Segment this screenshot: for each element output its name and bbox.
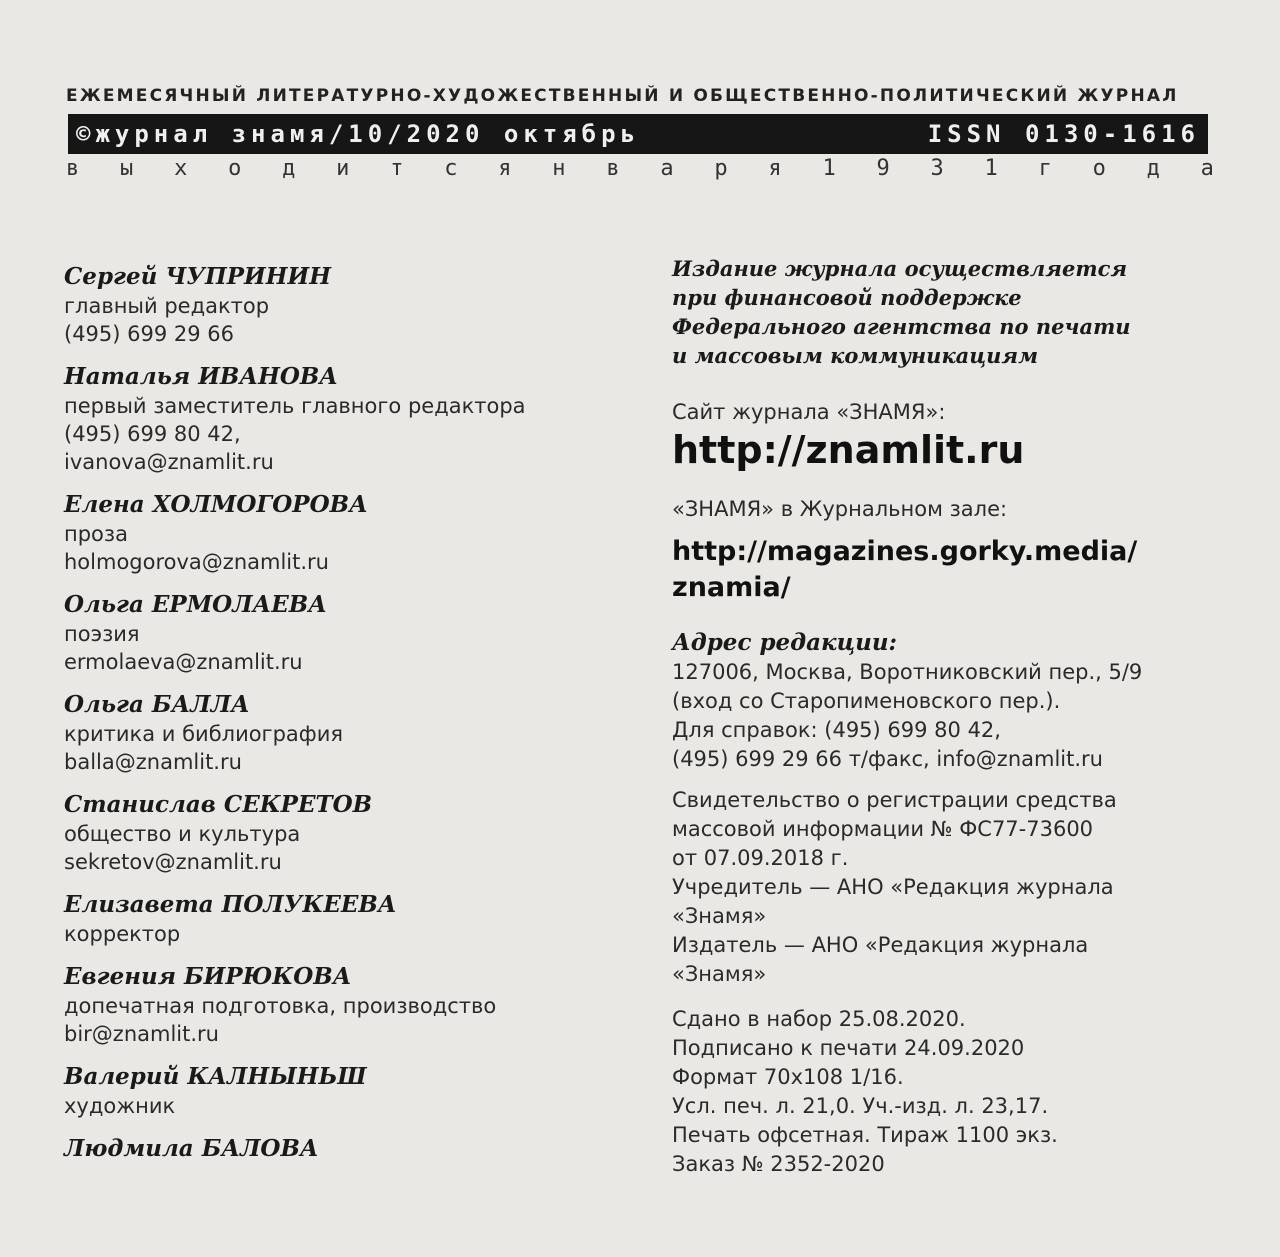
- registration-line: «Знамя»: [672, 962, 767, 986]
- staff-name: Евгения БИРЮКОВА: [64, 963, 352, 990]
- staff-name: Валерий КАЛНЫНЬШ: [64, 1063, 367, 1090]
- staff-member: [64, 690, 624, 776]
- staff-detail: допечатная подготовка, производство: [64, 994, 497, 1018]
- support-line: при финансовой поддержке: [672, 285, 1022, 310]
- staff-detail: главный редактор: [64, 294, 270, 318]
- print-line: Сдано в набор 25.08.2020.: [672, 1007, 966, 1031]
- masthead-since-letter: а: [1200, 156, 1214, 181]
- support-line: Издание журнала осуществляется: [672, 256, 1128, 281]
- staff-name: Ольга ЕРМОЛАЕВА: [64, 591, 327, 618]
- staff-detail: первый заместитель главного редактора: [64, 394, 526, 418]
- address-title: Адрес редакции:: [672, 629, 898, 656]
- zal-url-line[interactable]: znamia/: [672, 572, 791, 603]
- masthead-since-letter: 9: [876, 156, 890, 181]
- site-url-link[interactable]: http://znamlit.ru: [672, 428, 1025, 472]
- staff-email-link[interactable]: bir@znamlit.ru: [64, 1022, 219, 1046]
- address-lines: [672, 658, 1232, 774]
- staff-member: [64, 790, 624, 876]
- staff-name: Елизавета ПОЛУКЕЕВА: [64, 891, 397, 918]
- staff-name: Людмила БАЛОВА: [64, 1135, 319, 1162]
- masthead-since-letter: 1: [984, 156, 998, 181]
- staff-member: [64, 490, 624, 576]
- staff-member: [64, 1134, 624, 1164]
- staff-member: [64, 362, 624, 476]
- print-line: Печать офсетная. Тираж 1100 экз.: [672, 1123, 1058, 1147]
- masthead-since-letter: д: [1146, 156, 1160, 181]
- staff-detail: (495) 699 29 66: [64, 322, 235, 346]
- staff-detail: корректор: [64, 922, 181, 946]
- masthead-since-letter: о: [1092, 156, 1106, 181]
- staff-email-link[interactable]: sekretov@znamlit.ru: [64, 850, 282, 874]
- staff-detail: поэзия: [64, 622, 140, 646]
- print-line: Подписано к печати 24.09.2020: [672, 1036, 1025, 1060]
- staff-detail: (495) 699 80 42,: [64, 422, 241, 446]
- print-line: Заказ № 2352-2020: [672, 1152, 885, 1176]
- masthead-since-letter: х: [174, 156, 188, 181]
- registration-line: Издатель — АНО «Редакция журнала: [672, 933, 1089, 957]
- registration-line: от 07.09.2018 г.: [672, 846, 849, 870]
- staff-email-link[interactable]: ermolaeva@znamlit.ru: [64, 650, 303, 674]
- staff-detail: общество и культура: [64, 822, 301, 846]
- masthead-since-letter: г: [1038, 156, 1052, 181]
- staff-name: Сергей ЧУПРИНИН: [64, 263, 331, 290]
- staff-email-link[interactable]: holmogorova@znamlit.ru: [64, 550, 329, 574]
- masthead-issn: ISSN 0130-1616: [927, 120, 1200, 148]
- address-line: (495) 699 29 66 т/факс, info@znamlit.ru: [672, 747, 1103, 771]
- masthead-since-letter: я: [768, 156, 782, 181]
- staff-detail: художник: [64, 1094, 176, 1118]
- zal-label: «ЗНАМЯ» в Журнальном зале:: [672, 497, 1008, 521]
- staff-member: [64, 1062, 624, 1120]
- address-block: [672, 628, 1232, 774]
- masthead-issue: ©журнал знамя/10/2020 октябрь: [76, 120, 641, 148]
- masthead-since-letter: о: [228, 156, 242, 181]
- staff-member: [64, 590, 624, 676]
- staff-name: Станислав СЕКРЕТОВ: [64, 791, 373, 818]
- masthead-since-letter: в: [66, 156, 80, 181]
- masthead-since-letter: 1: [822, 156, 836, 181]
- site-block: [672, 398, 1232, 473]
- address-line: (вход со Старопименовского пер.).: [672, 689, 1061, 713]
- masthead-since-letter: н: [552, 156, 566, 181]
- masthead-since-letter: и: [336, 156, 350, 181]
- staff-detail: критика и библиография: [64, 722, 344, 746]
- print-block: [672, 1005, 1232, 1179]
- staff-name: Ольга БАЛЛА: [64, 691, 250, 718]
- staff-member: [64, 890, 624, 948]
- registration-line: Учредитель — АНО «Редакция журнала: [672, 875, 1114, 899]
- registration-block: [672, 786, 1232, 989]
- masthead-since-letter: р: [714, 156, 728, 181]
- support-line: и массовым коммуникациям: [672, 343, 1039, 368]
- print-line: Усл. печ. л. 21,0. Уч.-изд. л. 23,17.: [672, 1094, 1049, 1118]
- registration-line: массовой информации № ФС77-73600: [672, 817, 1094, 841]
- staff-name: Наталья ИВАНОВА: [64, 363, 339, 390]
- registration-line: Свидетельство о регистрации средства: [672, 788, 1117, 812]
- zal-url-link[interactable]: [672, 534, 1232, 606]
- staff-member: [64, 262, 624, 348]
- masthead-since-letter: а: [660, 156, 674, 181]
- staff-email-link[interactable]: balla@znamlit.ru: [64, 750, 242, 774]
- masthead-since-letter: д: [282, 156, 296, 181]
- masthead-since-letter: 3: [930, 156, 944, 181]
- address-line: Для справок: (495) 699 80 42,: [672, 718, 1001, 742]
- staff-list: [64, 262, 624, 1178]
- address-line: 127006, Москва, Воротниковский пер., 5/9: [672, 660, 1143, 684]
- staff-member: [64, 962, 624, 1048]
- staff-email-link[interactable]: ivanova@znamlit.ru: [64, 450, 274, 474]
- masthead-since-letter: я: [498, 156, 512, 181]
- masthead-since-letter: т: [390, 156, 404, 181]
- staff-name: Елена ХОЛМОГОРОВА: [64, 491, 368, 518]
- zal-url-line[interactable]: http://magazines.gorky.media/: [672, 536, 1138, 567]
- zal-block: [672, 495, 1232, 606]
- masthead-since-letter: ы: [120, 156, 134, 181]
- site-label: Сайт журнала «ЗНАМЯ»:: [672, 400, 946, 424]
- support-note: [672, 254, 1232, 370]
- masthead-subtitle: ЕЖЕМЕСЯЧНЫЙ ЛИТЕРАТУРНО-ХУДОЖЕСТВЕННЫЙ И ОБЩЕСТВЕННО-ПОЛИТИЧЕСКИЙ ЖУРНАЛ: [66, 86, 1179, 106]
- info-column: [672, 254, 1232, 1179]
- registration-line: «Знамя»: [672, 904, 767, 928]
- masthead-since-letter: в: [606, 156, 620, 181]
- staff-detail: проза: [64, 522, 128, 546]
- masthead-bar: [68, 114, 1208, 154]
- masthead-since-letter: с: [444, 156, 458, 181]
- print-line: Формат 70х108 1/16.: [672, 1065, 904, 1089]
- support-line: Федерального агентства по печати: [672, 314, 1131, 339]
- masthead-since: [66, 156, 1214, 181]
